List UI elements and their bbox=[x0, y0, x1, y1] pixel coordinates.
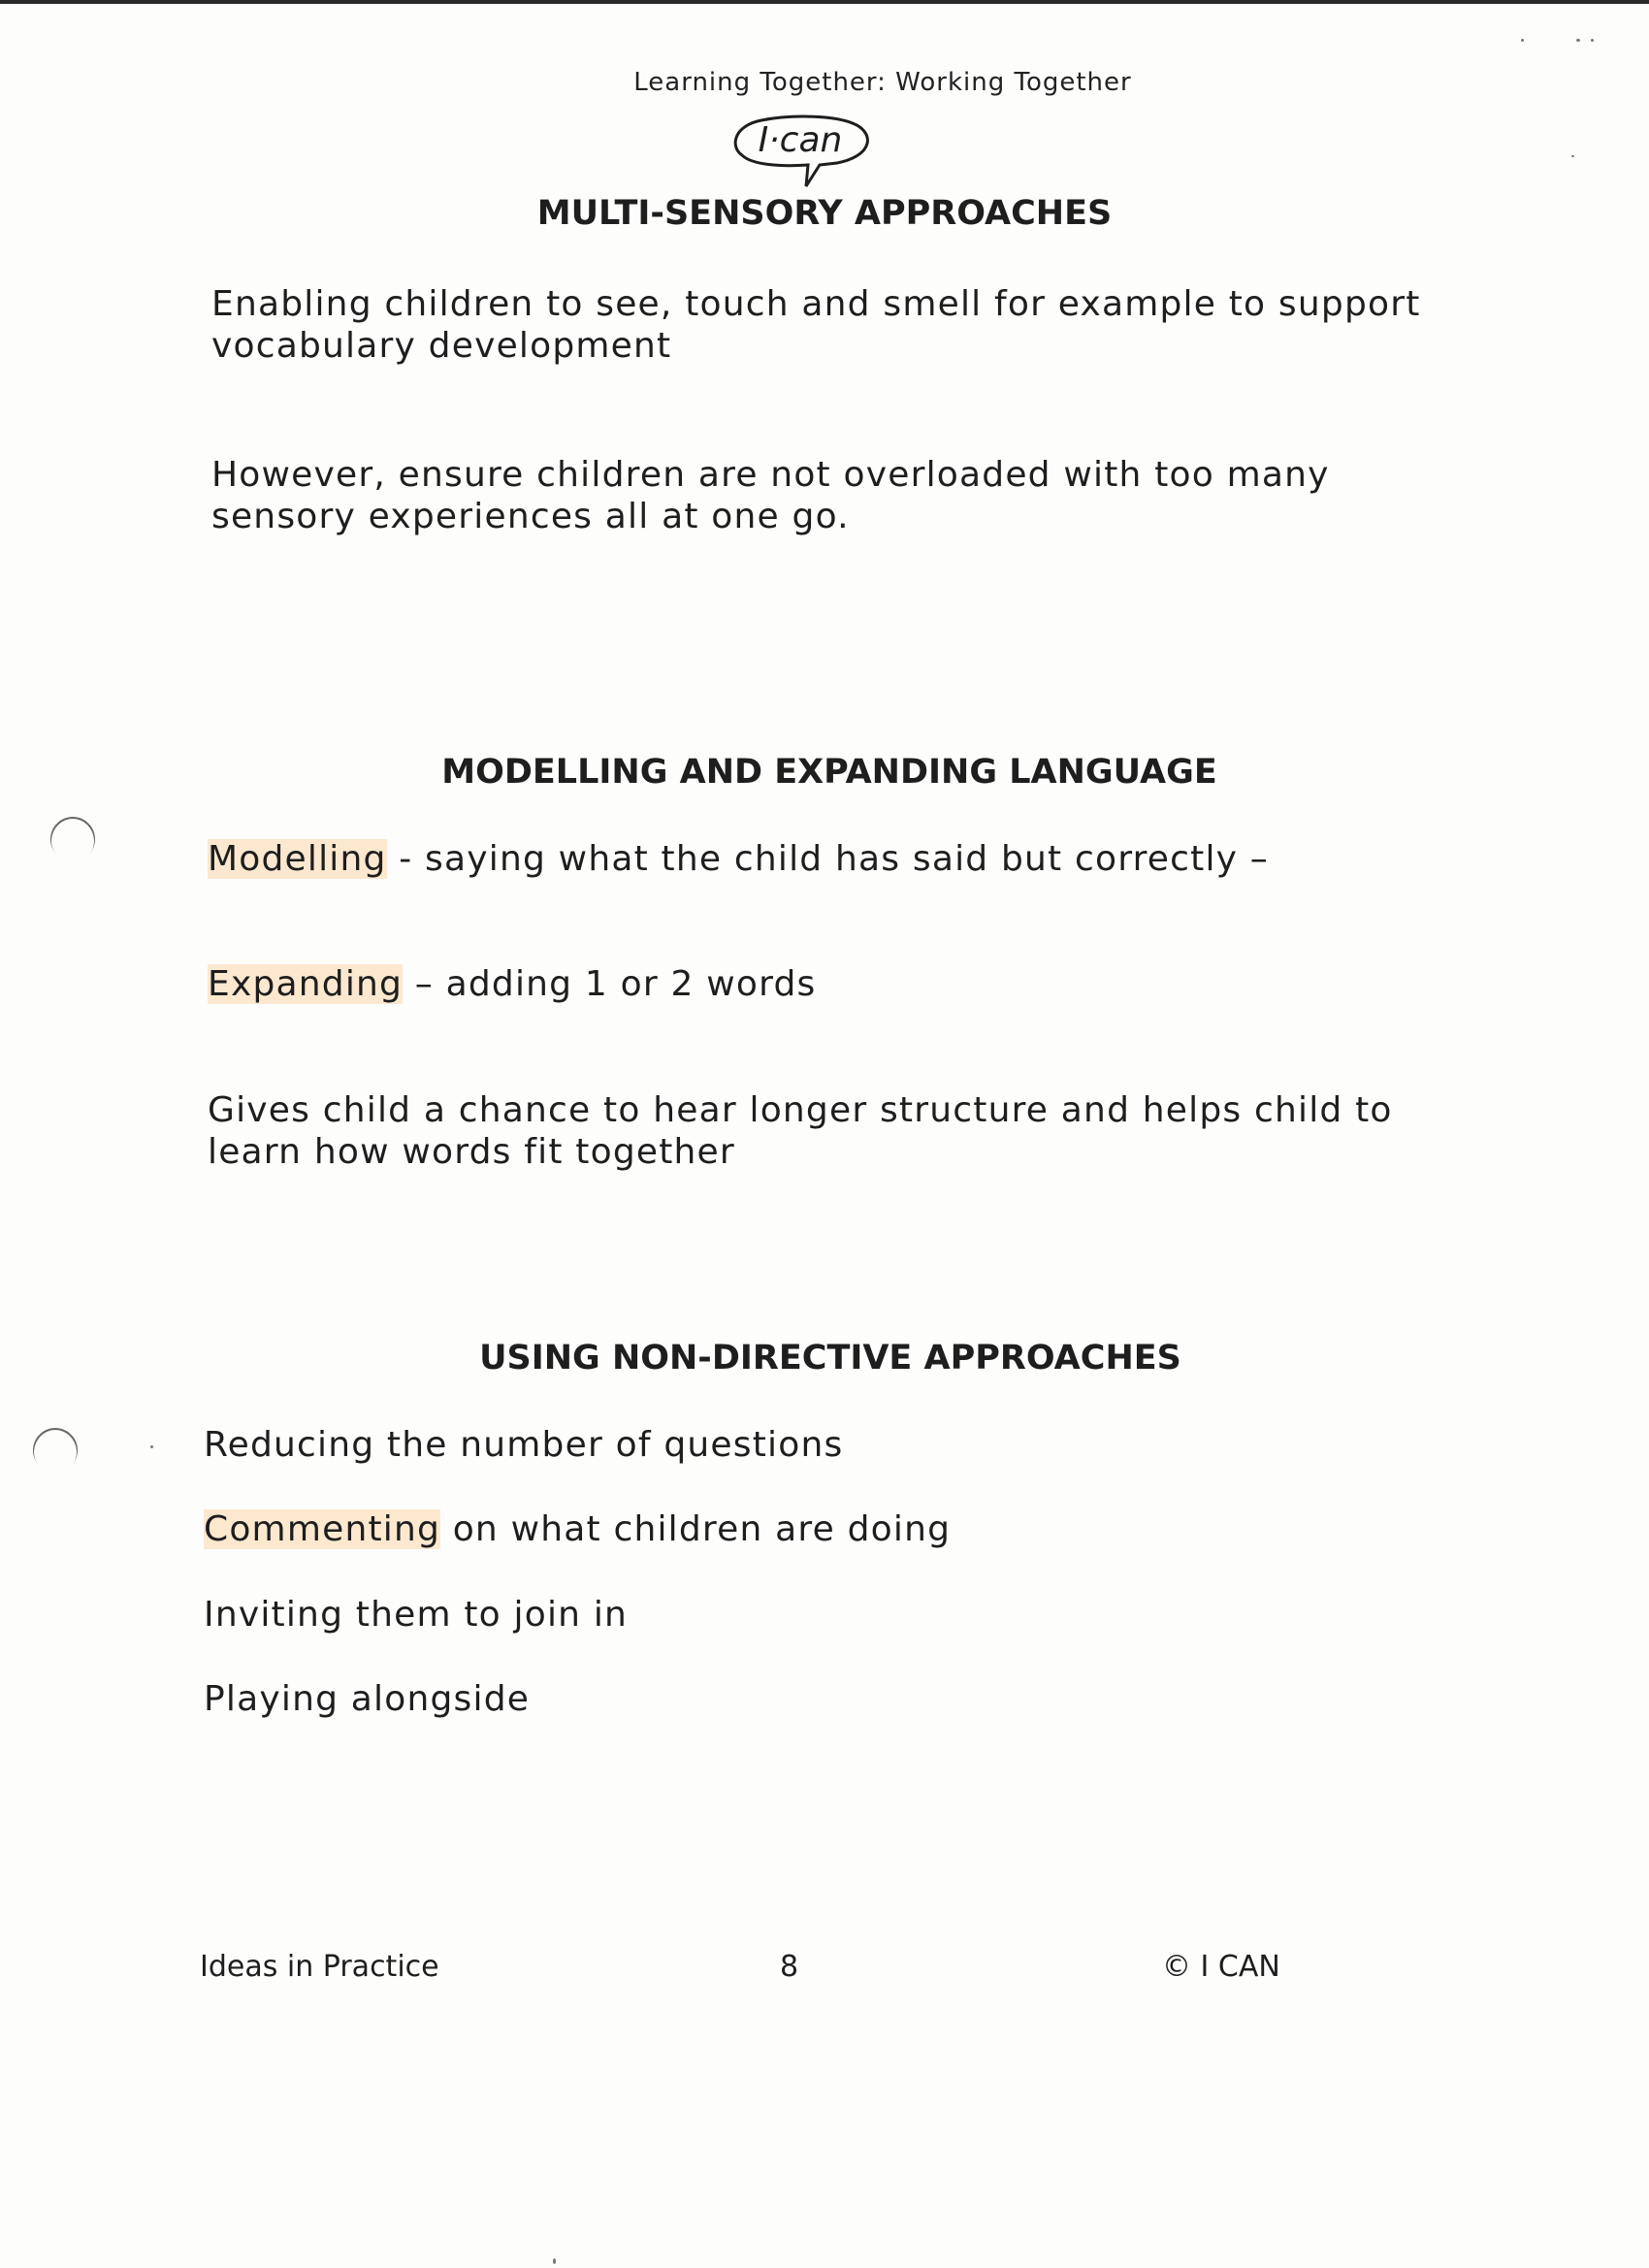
logo-text: I·can bbox=[758, 120, 843, 160]
paragraph-line: However, ensure children are not overloaded with too many bbox=[211, 455, 1330, 495]
paragraph-line: learn how words fit together bbox=[208, 1132, 735, 1172]
paragraph-line: Enabling children to see, touch and smell for example to support bbox=[211, 284, 1421, 324]
scan-speck bbox=[150, 1445, 153, 1448]
punch-hole-mark bbox=[23, 1418, 86, 1481]
commenting-text: on what children are doing bbox=[440, 1509, 952, 1549]
expanding-term: Expanding bbox=[208, 964, 404, 1004]
footer-page-number: 8 bbox=[780, 1950, 799, 1984]
heading-multisensory: MULTI-SENSORY APPROACHES bbox=[536, 194, 1113, 233]
heading-nondirective: USING NON-DIRECTIVE APPROACHES bbox=[479, 1339, 1181, 1377]
header-title: Learning Together: Working Together bbox=[633, 68, 1132, 97]
modelling-text: - saying what the child has said but correctly – bbox=[386, 839, 1270, 879]
scan-speck bbox=[1576, 39, 1580, 42]
paragraph-line: sensory experiences all at one go. bbox=[211, 497, 850, 536]
heading-modelling: MODELLING AND EXPANDING LANGUAGE bbox=[441, 753, 1217, 792]
paragraph-line: Gives child a chance to hear longer structure and helps child to bbox=[208, 1090, 1393, 1130]
expanding-text: – adding 1 or 2 words bbox=[403, 964, 817, 1004]
modelling-term: Modelling bbox=[208, 839, 387, 879]
footer-left: Ideas in Practice bbox=[200, 1950, 439, 1984]
scan-top-edge bbox=[0, 0, 1649, 4]
nondirective-item-3: Inviting them to join in bbox=[204, 1595, 629, 1635]
nondirective-item-1: Reducing the number of questions bbox=[204, 1425, 844, 1465]
commenting-term: Commenting bbox=[204, 1509, 441, 1549]
modelling-line bbox=[208, 838, 1269, 880]
expanding-line bbox=[208, 963, 816, 1005]
nondirective-item-2 bbox=[204, 1508, 951, 1550]
footer-copyright: © I CAN bbox=[1162, 1950, 1280, 1984]
scan-speck bbox=[553, 2258, 556, 2264]
scan-speck bbox=[1591, 39, 1594, 42]
paragraph-line: vocabulary development bbox=[211, 326, 672, 366]
gives-paragraph bbox=[208, 1089, 1393, 1173]
ican-logo bbox=[723, 109, 878, 196]
multisensory-paragraph-2 bbox=[211, 454, 1330, 537]
scan-speck bbox=[1521, 39, 1524, 42]
nondirective-item-4: Playing alongside bbox=[204, 1679, 531, 1719]
multisensory-paragraph-1 bbox=[211, 283, 1421, 367]
scan-speck bbox=[1571, 155, 1574, 157]
punch-hole-mark bbox=[41, 807, 104, 870]
